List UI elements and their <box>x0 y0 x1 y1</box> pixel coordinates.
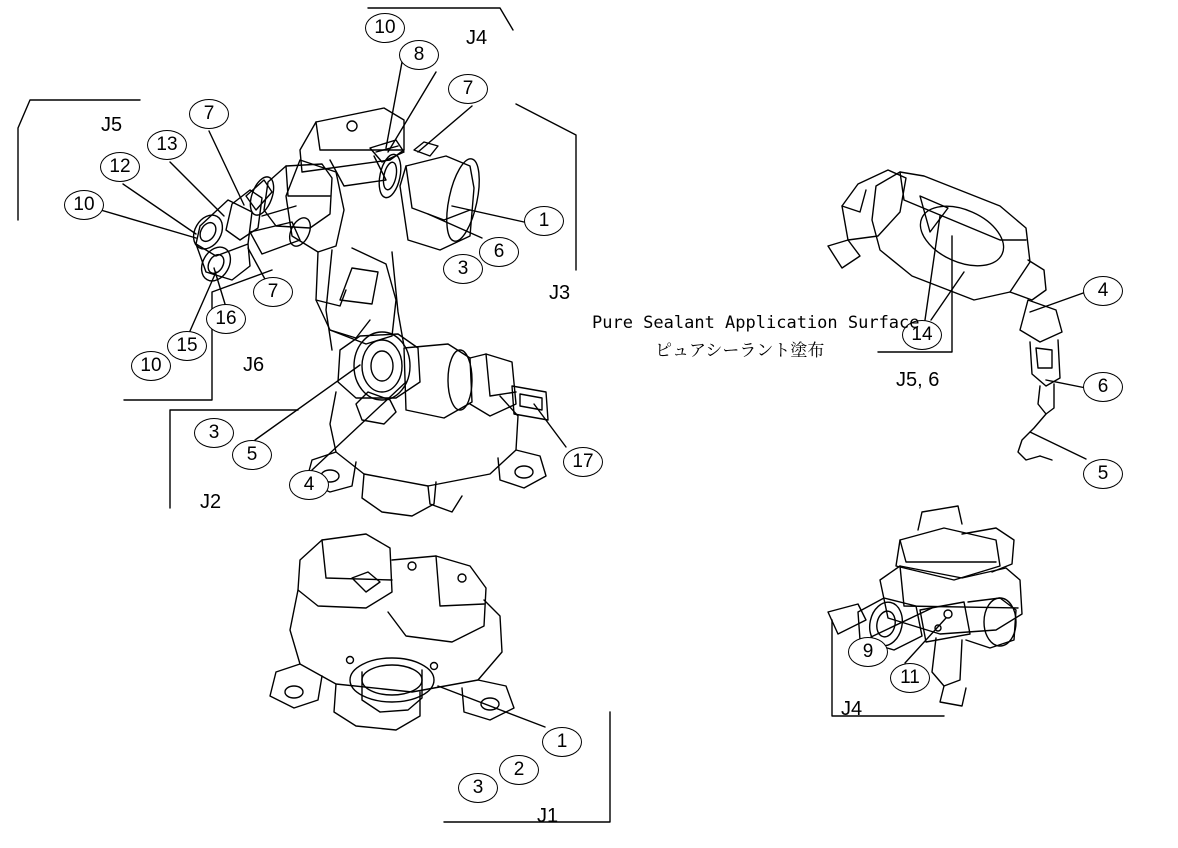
balloon-label: 4 <box>1097 280 1109 301</box>
balloon-8[interactable] <box>399 40 439 70</box>
balloon-7-top-right[interactable] <box>448 74 488 104</box>
balloon-7-mid[interactable] <box>253 277 293 307</box>
part-rt-arm-edge <box>900 172 1026 240</box>
axis-label-j56: J5, 6 <box>896 369 940 391</box>
part-j1-detail <box>352 572 380 592</box>
part-j1-bolt-a <box>408 562 416 570</box>
balloon-11[interactable] <box>890 663 930 693</box>
part-rb-motor-a <box>920 602 970 642</box>
axis-label-j1: J1 <box>537 805 559 827</box>
balloon-label: 3 <box>472 777 484 798</box>
balloon-5-right[interactable] <box>1083 459 1123 489</box>
part-rb-main-edge <box>900 566 1018 608</box>
leader-12 <box>123 184 196 234</box>
balloon-12[interactable] <box>100 152 140 182</box>
balloon-label: 3 <box>208 422 220 443</box>
part-j2-ring-inner <box>371 351 393 381</box>
leader-17 <box>534 404 566 447</box>
axis-label-j3: J3 <box>549 282 571 304</box>
axis-label-j6: J6 <box>243 354 265 376</box>
part-rb-tool-end <box>828 604 866 634</box>
part-rt-nozzle-window <box>1036 348 1052 368</box>
balloon-label: 4 <box>303 474 315 495</box>
part-rb-top-edge <box>900 540 996 562</box>
part-j4-motor-flange-inner <box>381 161 399 191</box>
axis-label-j5: J5 <box>101 114 123 136</box>
balloon-6-j3[interactable] <box>479 237 519 267</box>
balloon-7-left[interactable] <box>189 99 229 129</box>
part-j2-motor-cap <box>448 350 472 410</box>
part-j4-key-line <box>376 146 398 152</box>
part-j1-bolt-left <box>285 686 303 698</box>
balloon-10-left[interactable] <box>64 190 104 220</box>
balloon-label: 6 <box>493 241 505 262</box>
leader-13 <box>170 162 224 216</box>
part-rt-arm-panel <box>911 194 1013 277</box>
part-j1-bolt-d <box>431 663 438 670</box>
leader-14-b <box>931 272 964 320</box>
part-j4-motor-cap <box>441 156 486 244</box>
part-j3-arm-rib <box>316 290 346 306</box>
axis-label-j4-bottom: J4 <box>841 698 863 720</box>
balloon-3-j2[interactable] <box>194 418 234 448</box>
part-base-foot-right <box>498 450 546 488</box>
balloon-4-j2[interactable] <box>289 470 329 500</box>
balloon-label: 14 <box>911 324 933 345</box>
part-j2-gearbox-edge <box>486 354 516 396</box>
balloon-label: 1 <box>538 210 550 231</box>
balloon-label: 11 <box>900 667 920 688</box>
balloon-label: 8 <box>413 44 425 65</box>
balloon-10-top[interactable] <box>365 13 405 43</box>
part-rb-motor-cap <box>984 598 1016 646</box>
balloon-9[interactable] <box>848 637 888 667</box>
part-base-bolt-right <box>515 466 533 478</box>
note-sealant-en: Pure Sealant Application Surface <box>592 313 920 333</box>
part-j3-plate <box>340 268 378 304</box>
balloon-13[interactable] <box>147 130 187 160</box>
part-rt-nozzle-lower <box>1038 384 1054 414</box>
balloon-3-j3[interactable] <box>443 254 483 284</box>
part-j1-foot-right <box>462 680 514 720</box>
part-j2-motor-body <box>404 344 472 418</box>
balloon-label: 10 <box>374 17 396 38</box>
leader-6-right <box>1046 380 1086 388</box>
balloon-4-right[interactable] <box>1083 276 1123 306</box>
part-column-left <box>326 250 332 350</box>
part-j2-ring-mid <box>362 340 402 392</box>
balloon-label: 5 <box>246 444 258 465</box>
leader-7-top-right <box>418 106 472 152</box>
part-column-right <box>392 252 404 346</box>
balloon-17[interactable] <box>563 447 603 477</box>
balloon-label: 12 <box>109 156 131 177</box>
leader-14-a <box>925 216 940 320</box>
leader-5-right <box>1030 432 1086 459</box>
balloon-1-j1[interactable] <box>542 727 582 757</box>
part-rt-nozzle-body <box>1030 340 1060 386</box>
part-j1-bolt-c <box>347 657 354 664</box>
leader-1-j3 <box>452 206 524 222</box>
leader-5-j2 <box>255 365 360 440</box>
balloon-label: 3 <box>457 258 469 279</box>
balloon-2-j1[interactable] <box>499 755 539 785</box>
balloon-label: 2 <box>513 759 525 780</box>
part-base-body <box>330 392 518 486</box>
balloon-label: 7 <box>267 281 279 302</box>
balloon-label: 17 <box>572 451 594 472</box>
part-j4-motor-edge <box>406 166 470 220</box>
axis-label-j2: J2 <box>200 491 222 513</box>
balloon-10-bottom[interactable] <box>131 351 171 381</box>
part-j4-housing <box>300 108 404 172</box>
part-j1-bolt-b <box>458 574 466 582</box>
part-j1-upper-body <box>298 534 392 608</box>
part-rb-cap <box>918 506 962 530</box>
balloon-label: 7 <box>462 78 474 99</box>
leader-4-j2 <box>312 382 406 470</box>
balloon-label: 13 <box>156 134 178 155</box>
part-rt-tool-tip <box>828 240 860 268</box>
bracket-j3 <box>516 104 576 270</box>
part-rb-post-base <box>940 686 966 706</box>
balloon-16[interactable] <box>206 304 246 334</box>
balloon-15[interactable] <box>167 331 207 361</box>
part-j4-housing-edge <box>316 122 404 150</box>
leader-1-j1 <box>438 686 545 727</box>
axis-label-j4-top: J4 <box>466 27 488 49</box>
balloon-label: 5 <box>1097 463 1109 484</box>
part-j2-motor-flange <box>338 334 420 398</box>
part-base-lug <box>428 486 462 512</box>
part-rb-bolt-a <box>944 610 952 618</box>
balloon-label: 15 <box>176 335 198 356</box>
balloon-label: 6 <box>1097 376 1109 397</box>
part-j2-connector-face <box>520 394 542 410</box>
balloon-3-j1[interactable] <box>458 773 498 803</box>
part-j1-upper-edge <box>322 540 392 580</box>
balloon-label: 7 <box>203 103 215 124</box>
part-j6-wrist-bore <box>197 220 219 244</box>
leader-7-left <box>209 131 244 205</box>
balloon-label: 9 <box>862 641 874 662</box>
part-rt-arm-body <box>872 172 1030 300</box>
balloon-label: 10 <box>73 194 95 215</box>
balloon-label: 16 <box>215 308 237 329</box>
part-rt-hose-tip <box>1040 456 1052 460</box>
balloon-label: 10 <box>140 355 162 376</box>
part-j4-bolt-a <box>347 121 357 131</box>
balloon-6-right[interactable] <box>1083 372 1123 402</box>
balloon-label: 1 <box>556 731 568 752</box>
balloon-5-j2[interactable] <box>232 440 272 470</box>
part-rt-nozzle-mount <box>1020 300 1062 342</box>
part-rb-post <box>932 638 962 686</box>
balloon-1-j3[interactable] <box>524 206 564 236</box>
note-sealant-jp: ピュアシーラント塗布 <box>655 341 825 361</box>
part-j4-clamp <box>414 142 438 156</box>
